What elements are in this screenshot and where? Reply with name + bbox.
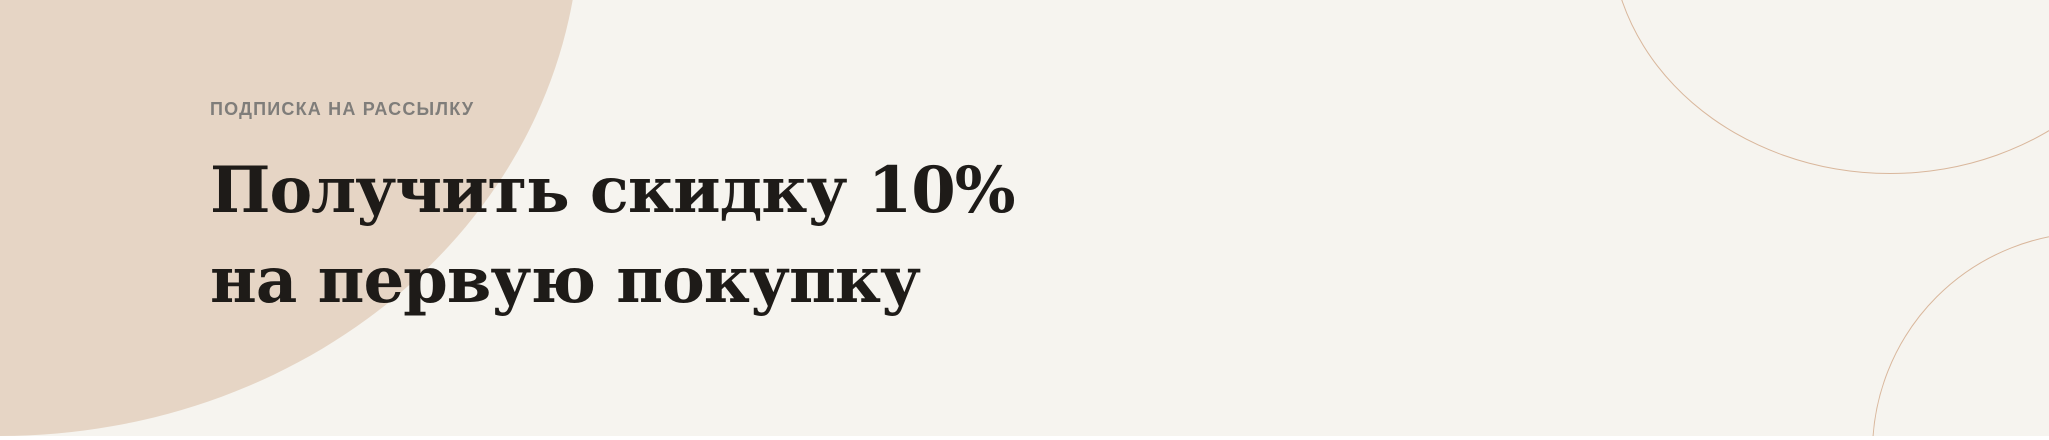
decorative-ring-bottom: [1872, 232, 2049, 436]
headline-line-1: Получить скидку 10%: [210, 153, 1015, 228]
headline: [210, 146, 1015, 326]
decorative-ring-top: [1610, 0, 2049, 174]
headline-line-2: на первую покупку: [210, 243, 920, 318]
banner-content: [210, 96, 1015, 326]
eyebrow-label: ПОДПИСКА НА РАССЫЛКУ: [210, 99, 475, 119]
